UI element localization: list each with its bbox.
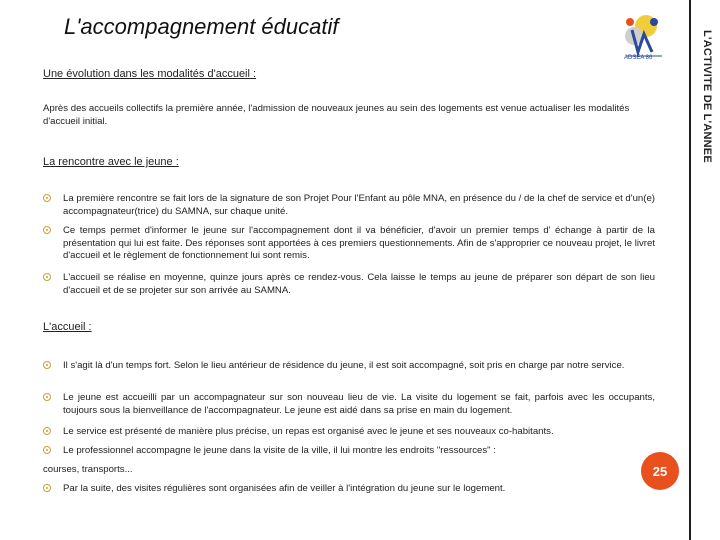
paragraph-evolution: Après des accueils collectifs la première année, l'admission de nouveaux jeunes au sein des logements est venue actualiser les modalités d'accueil initial.	[43, 103, 630, 127]
list-item: La première rencontre se fait lors de la signature de son Projet Pour l'Enfant au pôle MNA, en présence du / de la chef de service et d'un(e) accompagnateur(trice) du SAMNA, sur chaque unité.	[43, 193, 655, 218]
bullet-icon	[43, 427, 51, 435]
heading-rencontre: La rencontre avec le jeune :	[43, 156, 179, 168]
page-number-badge: 25	[641, 452, 679, 490]
list-item: Le service est présenté de manière plus précise, un repas est organisé avec le jeune et ses nouveaux co-habitants.	[43, 426, 655, 439]
list-item: Le jeune est accueilli par un accompagnateur sur son nouveau lieu de vie. La visite du logement se fait, parfois avec les occupants, toujours sous la bienveillance de l'accompagnateur. Le jeune est aidé dans sa prise en main du logement.	[43, 392, 655, 417]
list-item: Ce temps permet d'informer le jeune sur l'accompagnement dont il va bénéficier, d'avoir un premier temps d' échange à partir de la présentation qui lui est faite. Des réponses sont apportées à ces premiers questionnements. Afin de s'approprier ce nouveau projet, le livret d'accueil et le règlement de fonctionnement lui sont remis.	[43, 225, 655, 263]
bullet-icon	[43, 393, 51, 401]
list-item: Le professionnel accompagne le jeune dans la visite de la ville, il lui montre les endroits "ressources" :	[43, 445, 655, 458]
bullet-icon	[43, 484, 51, 492]
list-item: Par la suite, des visites régulières sont organisées afin de veiller à l'intégration du jeune sur le logement.	[43, 483, 655, 496]
bullet-icon	[43, 226, 51, 234]
list-item: L'accueil se réalise en moyenne, quinze jours après ce rendez-vous. Cela laisse le temps au jeune de préparer son départ de son lieu d'accueil et de se projeter sur son arrivée au SAMNA.	[43, 272, 655, 297]
logo-caption: ADSEA 86	[624, 55, 653, 61]
bullet-icon	[43, 446, 51, 454]
bullet-icon	[43, 361, 51, 369]
list-item: Il s'agit là d'un temps fort. Selon le lieu antérieur de résidence du jeune, il est soit accompagné, soit pris en charge par notre service.	[43, 360, 655, 373]
heading-accueil: L'accueil :	[43, 321, 92, 333]
side-section-label: L'ACTIVITE DE L'ANNEE	[701, 30, 713, 163]
bullet-icon	[43, 194, 51, 202]
continuation-text: courses, transports...	[43, 464, 133, 475]
bullet-icon	[43, 273, 51, 281]
heading-evolution: Une évolution dans les modalités d'accueil :	[43, 68, 257, 80]
page-title: L'accompagnement éducatif	[64, 14, 339, 39]
